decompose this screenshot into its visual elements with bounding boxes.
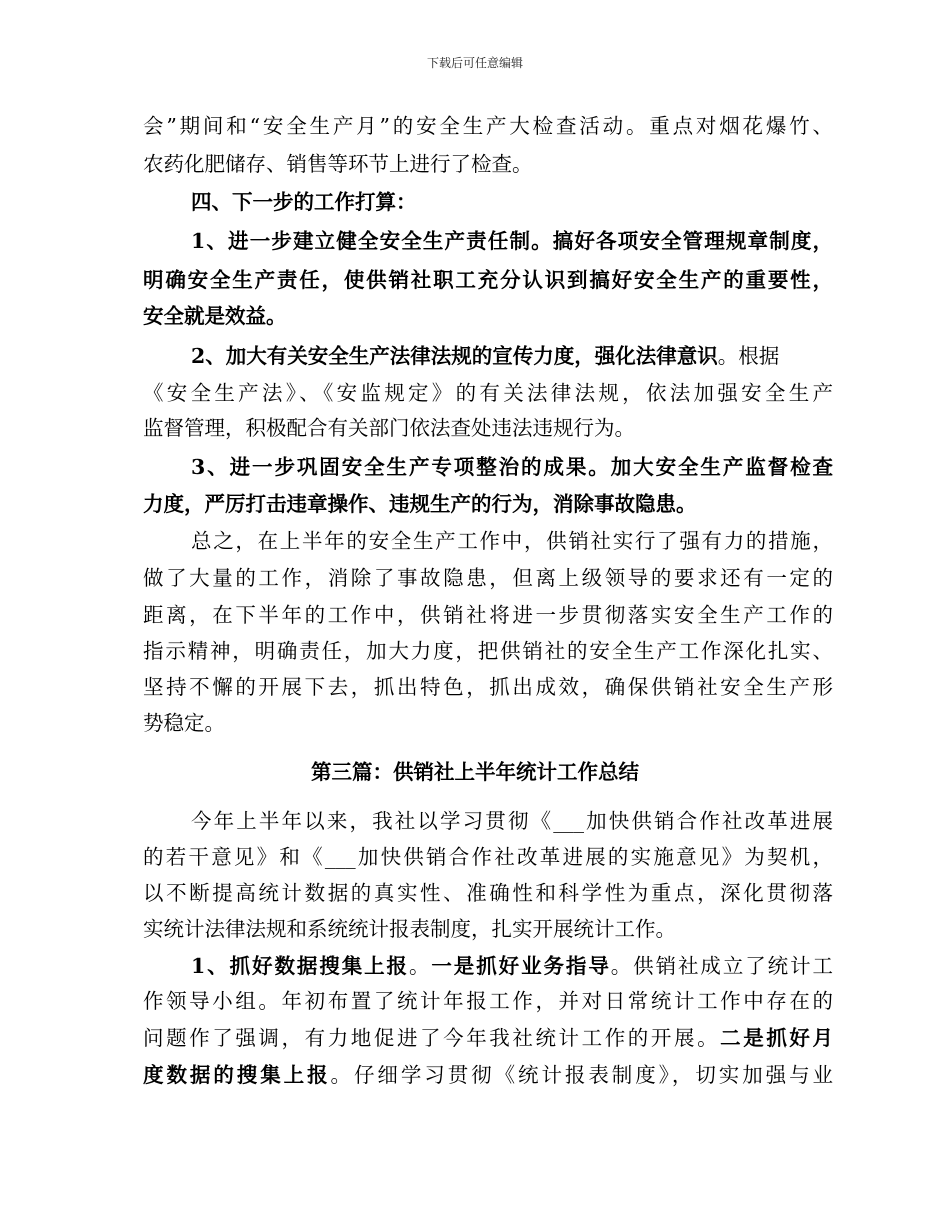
text-span: 距离，在下半年的工作中，供销社将进一步贯彻落实安全生产工作的	[143, 603, 833, 627]
text-line	[143, 879, 833, 907]
section-title	[0, 758, 950, 786]
text-span: 《安全生产法》、《安监规定》的有关法律法规，依法加强安全生产	[143, 381, 833, 405]
text-span: 问题作了强调，有力地促进了今年我社统计工作的开展。	[143, 1026, 721, 1050]
text-span: 以不断提高统计数据的真实性、准确性和科学性为重点，深化贯彻落	[143, 881, 833, 905]
text-span: 做了大量的工作，消除了事故隐患，但离上级领导的要求还有一定的	[143, 566, 833, 590]
text-span: 坚持不懈的开展下去，抓出特色，抓出成效，确保供销社安全生产形	[143, 675, 833, 699]
text-line	[143, 1061, 833, 1089]
text-line	[143, 673, 833, 701]
bold-text: 1、抓好数据搜集上报	[191, 954, 409, 978]
text-line	[143, 915, 833, 943]
text-line	[143, 709, 833, 737]
text-line	[143, 302, 833, 330]
text-span: 会”期间和“安全生产月”的安全生产大检查活动。重点对烟花爆竹、	[143, 114, 833, 138]
bold-text: 二是抓好月	[720, 1026, 834, 1050]
text-line	[143, 843, 833, 871]
text-span: 农药化肥储存、销售等环节上进行了检查。	[143, 152, 533, 176]
text-span: 的若干意见》和《___加快供销合作社改革进展的实施意见》为契机，	[143, 845, 833, 869]
bold-text: 3、进一步巩固安全生产专项整治的成果。加大安全生产监督检查	[191, 455, 833, 479]
text-span: 作领导小组。年初布置了统计年报工作，并对日常统计工作中存在的	[143, 989, 833, 1013]
page-header: 下载后可任意编辑	[426, 56, 523, 70]
text-line	[191, 807, 833, 835]
text-line	[191, 453, 833, 481]
text-line	[191, 227, 833, 255]
text-line	[191, 188, 833, 216]
bold-text: 第三篇：供销社上半年统计工作总结	[311, 760, 639, 784]
text-span: 指示精神，明确责任，加大力度，把供销社的安全生产工作深化扎实、	[143, 639, 833, 663]
bold-text: 2、加大有关安全生产法律法规的宣传力度，强化法律意识	[191, 344, 718, 368]
text-span: 。根据	[717, 344, 780, 368]
text-span: 。供销社成立了统计工	[610, 954, 834, 978]
text-line	[143, 150, 833, 178]
text-span: 。仔细学习贯彻《统计报表制度》，切实加强与业	[330, 1063, 834, 1087]
bold-text: 安全就是效益。	[143, 304, 287, 328]
text-line	[143, 1024, 833, 1052]
text-line	[143, 490, 833, 518]
text-line	[143, 379, 833, 407]
text-span: 今年上半年以来，我社以学习贯彻《___加快供销合作社改革进展	[191, 809, 833, 833]
text-line	[191, 342, 833, 370]
bold-text: 力度，严厉打击违章操作、违规生产的行为，消除事故隐患。	[143, 492, 697, 516]
text-line	[143, 112, 833, 140]
text-line	[143, 601, 833, 629]
text-line	[143, 987, 833, 1015]
text-line	[143, 414, 833, 442]
text-line	[143, 637, 833, 665]
bold-text: 明确安全生产责任，使供销社职工充分认识到搞好安全生产的重要性，	[143, 268, 833, 292]
text-span: 。	[408, 954, 432, 978]
bold-text: 度数据的搜集上报	[143, 1063, 331, 1087]
text-line	[143, 266, 833, 294]
text-line	[143, 564, 833, 592]
text-span: 总之，在上半年的安全生产工作中，供销社实行了强有力的措施，	[191, 529, 833, 553]
bold-text: 一是抓好业务指导	[431, 954, 611, 978]
text-span: 势稳定。	[143, 711, 225, 735]
bold-text: 四、下一步的工作打算：	[191, 190, 417, 214]
text-span: 监督管理，积极配合有关部门依法查处违法违规行为。	[143, 416, 635, 440]
bold-text: 1、进一步建立健全安全生产责任制。搞好各项安全管理规章制度，	[191, 229, 833, 253]
text-line	[191, 527, 833, 555]
text-span: 实统计法律法规和系统统计报表制度，扎实开展统计工作。	[143, 917, 676, 941]
text-line	[191, 952, 833, 980]
